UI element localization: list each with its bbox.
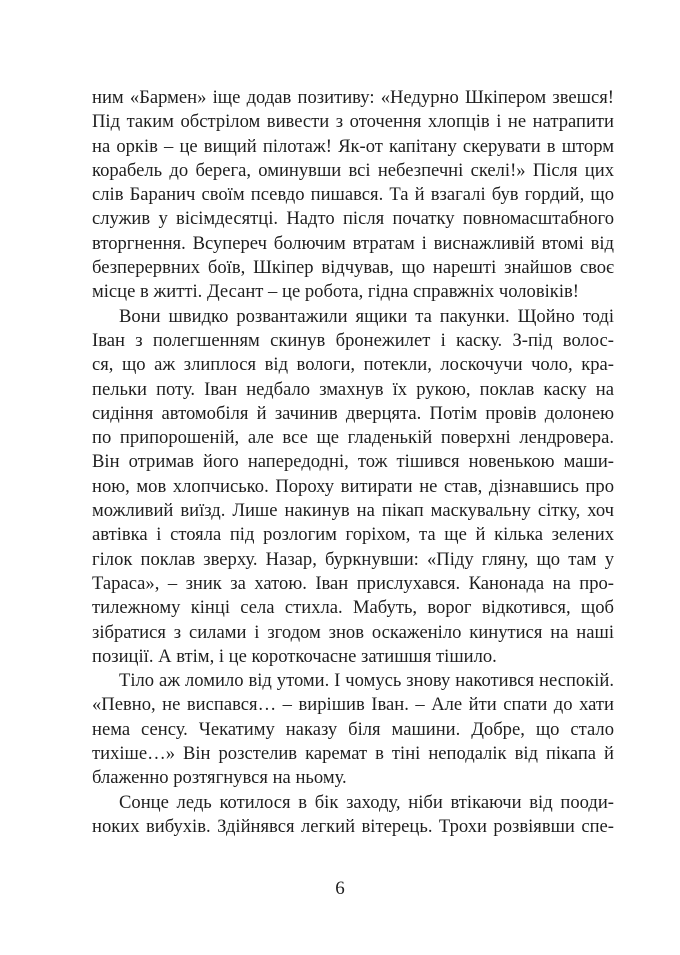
page-number: 6: [335, 878, 345, 899]
text-line: Сонце ледь котилося в бік заходу, ніби втікаючи від пооди-: [119, 791, 614, 813]
text-line: на орків – це вищий пілотаж! Як-от капітану скерувати в шторм: [92, 135, 614, 157]
text-line: нема сенсу. Чекатиму наказу біля машини. Добре, що стало: [92, 718, 614, 740]
text-line: Тараса», – зник за хатою. Іван прислухався. Канонада на про-: [92, 572, 614, 594]
text-line: можливий виїзд. Лише накинув на пікап маскувальну сітку, хоч: [92, 500, 614, 522]
text-line: по припорошеній, але все ще гладенькій поверхні лендровера.: [92, 427, 614, 449]
text-line: ним «Бармен» іще додав позитиву: «Недурно Шкіпером звешся!: [92, 87, 614, 108]
text-line: «Певно, не виспався… – вирішив Іван. – Але йти спати до хати: [92, 694, 614, 716]
text-line: місце в житті. Десант – це робота, гідна справжніх чоловіків!: [92, 281, 579, 303]
text-line: вторгнення. Всупереч болючим втратам і виснажливій втомі від: [92, 232, 614, 254]
text-line: Іван з полегшенням скинув бронежилет і каску. З-під волос-: [92, 329, 614, 351]
text-line: гілок поклав зверху. Назар, буркнувши: «Піду гляну, що там у: [92, 548, 614, 570]
text-line: зібратися з силами і згодом знов оскаженіло кинутися на наші: [92, 621, 614, 643]
text-line: безперервних боїв, Шкіпер відчував, що нарешті знайшов своє: [92, 257, 614, 279]
text-line: ноких вибухів. Здійнявся легкий вітерець. Трохи розвіявши спе-: [92, 815, 614, 837]
text-line: корабель до берега, оминувши всі небезпечні скелі!» Після цих: [92, 159, 614, 181]
text-line: слів Баранич своїм псевдо пишався. Та й взагалі був гордий, що: [92, 184, 614, 206]
text-line: служив у вісімдесятці. Надто після початку повномасштабного: [92, 208, 614, 230]
text-line: автівка і стояла під розлогим горіхом, та ще й кілька зелених: [92, 524, 614, 546]
text-line: Він отримав його напередодні, тож тішився новенькою маши-: [92, 451, 614, 473]
text-line: сидіння автомобіля й зачинив дверцята. Потім провів долонею: [92, 402, 614, 424]
text-line: позиції. А втім, і це короткочасне затишшя тішило.: [92, 645, 497, 667]
page-body-text: [92, 86, 614, 839]
text-line: Вони швидко розвантажили ящики та пакунки. Щойно тоді: [119, 305, 614, 327]
text-line: Тіло аж ломило від утоми. І чомусь знову накотився неспокій.: [119, 670, 614, 692]
text-line: тихіше…» Він розстелив каремат в тіні неподалік від пікапа й: [92, 743, 614, 765]
text-line: ною, мов хлопчисько. Пороху витирати не став, дізнавшись про: [92, 475, 614, 497]
text-line: ся, що аж злиплося від вологи, потекли, лоскочучи чоло, кра-: [92, 354, 614, 376]
text-line: пельки поту. Іван недбало змахнув їх рукою, поклав каску на: [92, 378, 614, 400]
text-line: блаженно розтягнувся на ньому.: [92, 767, 347, 789]
text-line: тилежному кінці села стихла. Мабуть, ворог відкотився, щоб: [92, 597, 614, 619]
text-line: Під таким обстрілом вивести з оточення хлопців і не натрапити: [92, 111, 614, 133]
